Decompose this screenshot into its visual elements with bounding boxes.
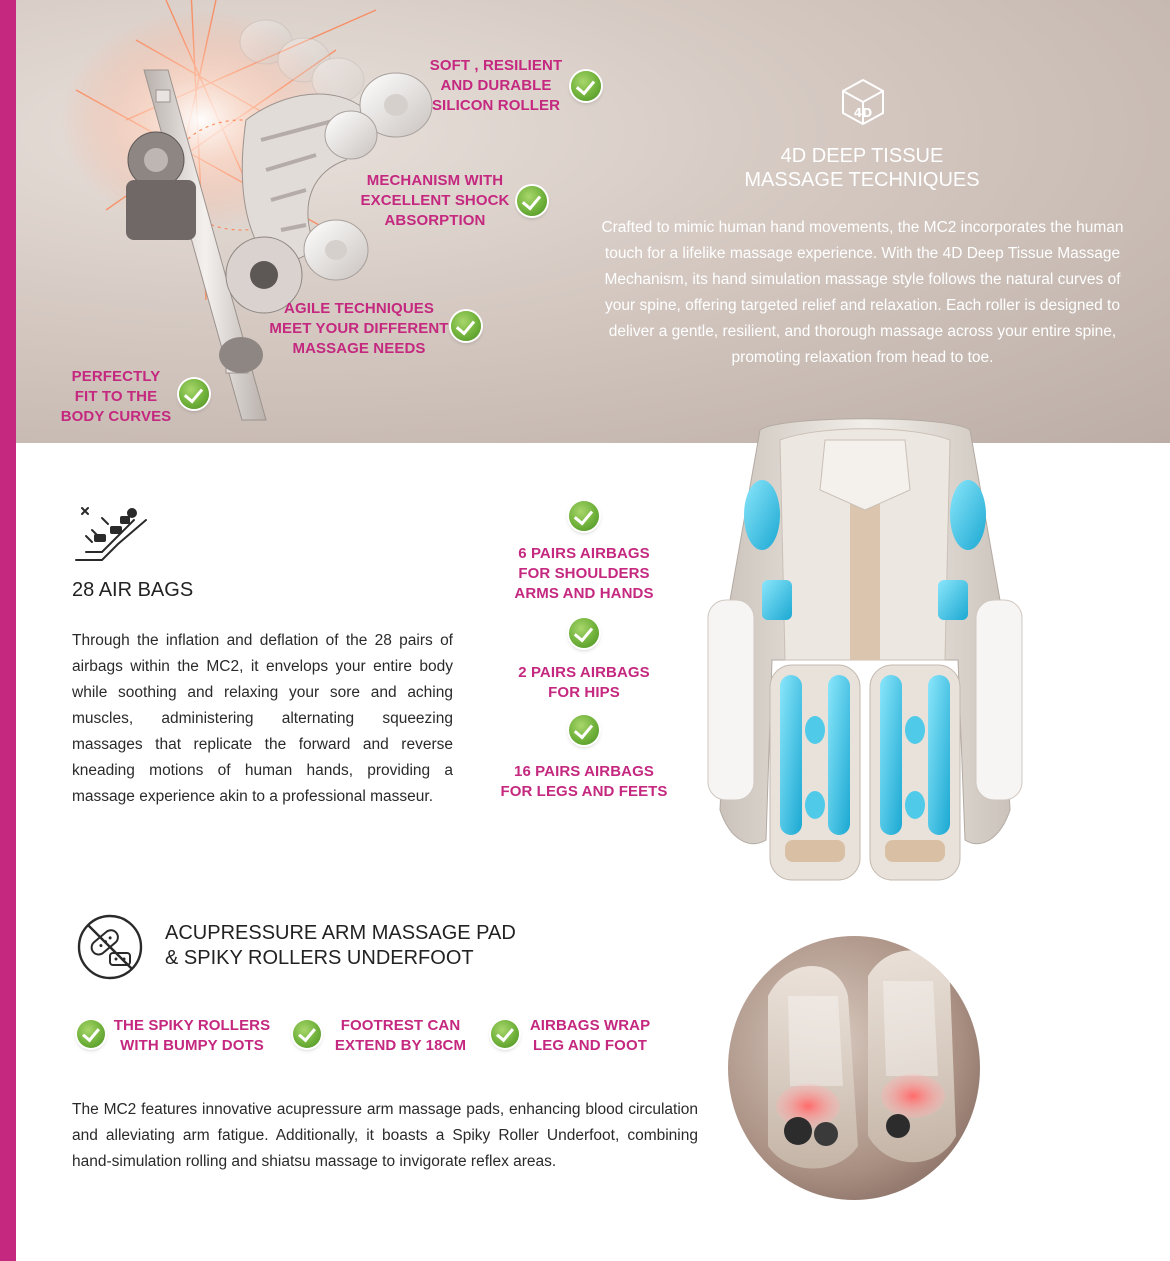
airbags-title: 28 AIR BAGS — [72, 579, 194, 601]
fourd-description: Crafted to mimic human hand movements, the MC2 incorporates the human touch for a lifelike massage experience. With the 4D Deep Tissue Massage Mechanism, its hand simulation massage style follows the natural curves of your spine, offering targeted relief and relaxation. Each roller is designed to deliver a gentle, resilient, and thorough massage across your entire spine, promoting relaxation from head to toe. — [601, 219, 1124, 366]
airbag-pressure-icon — [72, 500, 150, 568]
4d-cube-icon — [838, 76, 888, 126]
feature-label-airbags-wrap: AIRBAGS WRAP LEG AND FOOT — [529, 1017, 651, 1054]
foot-rest-photo — [728, 936, 980, 1200]
massage-chair-illustration — [700, 410, 1030, 910]
check-icon — [569, 501, 599, 531]
feature-label-footrest-extend: FOOTREST CAN EXTEND BY 18CM — [334, 1017, 467, 1054]
check-icon — [569, 618, 599, 648]
acupressure-title: ACUPRESSURE ARM MASSAGE PAD & SPIKY ROLLERS UNDERFOOT — [165, 922, 516, 969]
feature-label-spiky-rollers: THE SPIKY ROLLERS WITH BUMPY DOTS — [113, 1017, 271, 1054]
svg-text:4D: 4D — [853, 106, 873, 120]
check-icon — [491, 1020, 519, 1048]
feature-label-leg-airbags: 16 PAIRS AIRBAGS FOR LEGS AND FEETS — [500, 763, 668, 800]
fourd-title: 4D DEEP TISSUE MASSAGE TECHNIQUES — [744, 145, 980, 191]
left-accent-bar — [0, 0, 16, 1261]
feature-label-shoulder-airbags: 6 PAIRS AIRBAGS FOR SHOULDERS ARMS AND HANDS — [514, 545, 654, 602]
check-icon — [293, 1020, 321, 1048]
acupressure-description: The MC2 features innovative acupressure arm massage pads, enhancing blood circulation and alleviating arm fatigue. Additionally, it boasts a Spiky Roller Underfoot, combining hand-simulation rolling and shiatsu massage to invigorate reflex areas. — [72, 1101, 698, 1170]
feature-label-hip-airbags: 2 PAIRS AIRBAGS FOR HIPS — [518, 664, 650, 701]
hero-banner — [16, 0, 1170, 443]
check-icon — [569, 715, 599, 745]
airbags-description: Through the inflation and deflation of the 28 pairs of airbags within the MC2, it envelops your entire body while soothing and relaxing your sore and aching muscles, administering alternating squeezing massages that replicate the forward and reverse kneading motions of human hands, providing a massage experience akin to a professional masseur. — [72, 632, 453, 805]
feature-label-agile-techniques: AGILE TECHNIQUES MEET YOUR DIFFERENT MASSAGE NEEDS — [269, 300, 449, 357]
check-icon — [179, 379, 209, 409]
check-icon — [451, 311, 481, 341]
check-icon — [77, 1020, 105, 1048]
feature-label-body-curves: PERFECTLY FIT TO THE BODY CURVES — [60, 368, 172, 425]
check-icon — [571, 71, 601, 101]
feature-label-shock-absorption: MECHANISM WITH EXCELLENT SHOCK ABSORPTION — [360, 172, 510, 229]
no-bandage-icon — [76, 913, 144, 981]
check-icon — [517, 186, 547, 216]
feature-label-silicon-roller: SOFT , RESILIENT AND DURABLE SILICON ROLLER — [429, 57, 563, 114]
